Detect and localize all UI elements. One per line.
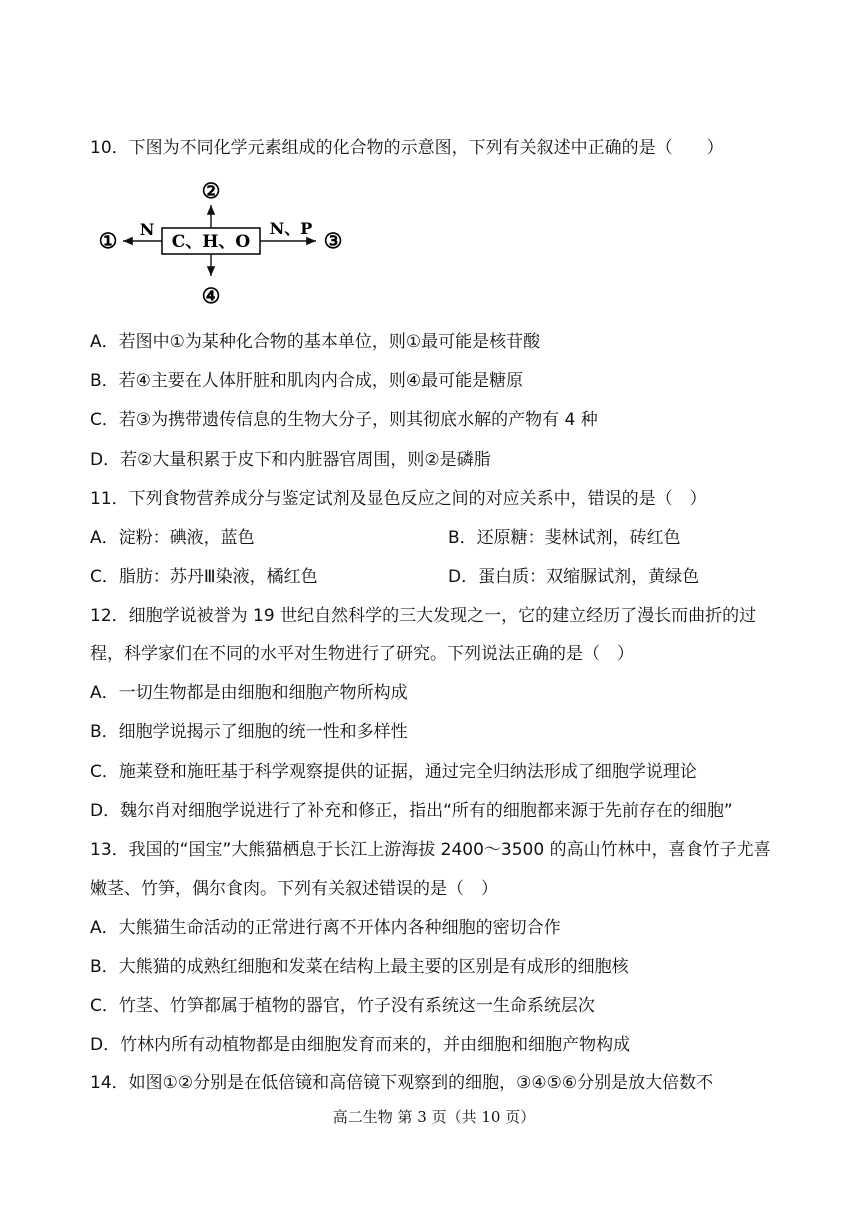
q12-option-b: B．细胞学说揭示了细胞的统一性和多样性 bbox=[90, 722, 408, 742]
q10-diagram bbox=[90, 172, 370, 312]
q12-option-a: A．一切生物都是由细胞和细胞产物所构成 bbox=[90, 683, 408, 703]
q10-option-d: D．若②大量积累于皮下和内脏器官周围，则②是磷脂 bbox=[90, 450, 491, 470]
node-2: ② bbox=[201, 178, 221, 203]
q11-option-d: D．蛋白质：双缩脲试剂，黄绿色 bbox=[448, 567, 700, 587]
q10-option-a: A．若图中①为某种化合物的基本单位，则①最可能是核苷酸 bbox=[90, 332, 541, 352]
label-NP: N、P bbox=[269, 219, 313, 238]
q10-option-b: B．若④主要在人体肝脏和肌肉内合成，则④最可能是糖原 bbox=[90, 371, 524, 391]
q12-stem-line2: 程，科学家们在不同的水平对生物进行了研究。下列说法正确的是（ ） bbox=[90, 644, 634, 664]
q13-option-a: A．大熊猫生命活动的正常进行离不开体内各种细胞的密切合作 bbox=[90, 918, 561, 938]
node-3: ③ bbox=[323, 228, 343, 253]
q11-option-a: A．淀粉：碘液，蓝色 bbox=[90, 528, 255, 548]
q13-option-c: C．竹茎、竹笋都属于植物的器官，竹子没有系统这一生命系统层次 bbox=[90, 996, 595, 1016]
node-1: ① bbox=[98, 228, 118, 253]
q13-stem-line1: 13．我国的“国宝”大熊猫栖息于长江上游海拔 2400～3500 的高山竹林中，喜食竹子尤喜 bbox=[90, 840, 771, 860]
node-4: ④ bbox=[201, 283, 221, 308]
page-footer: 高二生物 第 3 页（共 10 页） bbox=[332, 1108, 536, 1126]
q12-option-d: D．魏尔肖对细胞学说进行了补充和修正，指出“所有的细胞都来源于先前存在的细胞” bbox=[90, 801, 733, 821]
q12-option-c: C．施莱登和施旺基于科学观察提供的证据，通过完全归纳法形成了细胞学说理论 bbox=[90, 762, 697, 782]
q13-option-b: B．大熊猫的成熟红细胞和发菜在结构上最主要的区别是有成形的细胞核 bbox=[90, 957, 629, 977]
q11-option-c: C．脂肪：苏丹Ⅲ染液，橘红色 bbox=[90, 567, 318, 587]
q10-option-c: C．若③为携带遗传信息的生物大分子，则其彻底水解的产物有 4 种 bbox=[90, 410, 598, 430]
label-N: N bbox=[139, 220, 155, 239]
q13-stem-line2: 嫩茎、竹笋，偶尔食肉。下列有关叙述错误的是（ ） bbox=[90, 879, 498, 899]
q11-stem: 11．下列食物营养成分与鉴定试剂及显色反应之间的对应关系中，错误的是（ ） bbox=[90, 489, 707, 509]
q13-option-d: D．竹林内所有动植物都是由细胞发育而来的，并由细胞和细胞产物构成 bbox=[90, 1035, 631, 1055]
q12-stem-line1: 12．细胞学说被誉为 19 世纪自然科学的三大发现之一，它的建立经历了漫长而曲折的过 bbox=[90, 606, 757, 626]
q14-stem-line1: 14．如图①②分别是在低倍镜和高倍镜下观察到的细胞，③④⑤⑥分别是放大倍数不 bbox=[90, 1073, 714, 1093]
center-label: C、H、O bbox=[171, 232, 251, 252]
q11-option-b: B．还原糖：斐林试剂，砖红色 bbox=[448, 528, 681, 548]
q10-stem: 10．下图为不同化学元素组成的化合物的示意图，下列有关叙述中正确的是（ ） bbox=[90, 138, 724, 158]
